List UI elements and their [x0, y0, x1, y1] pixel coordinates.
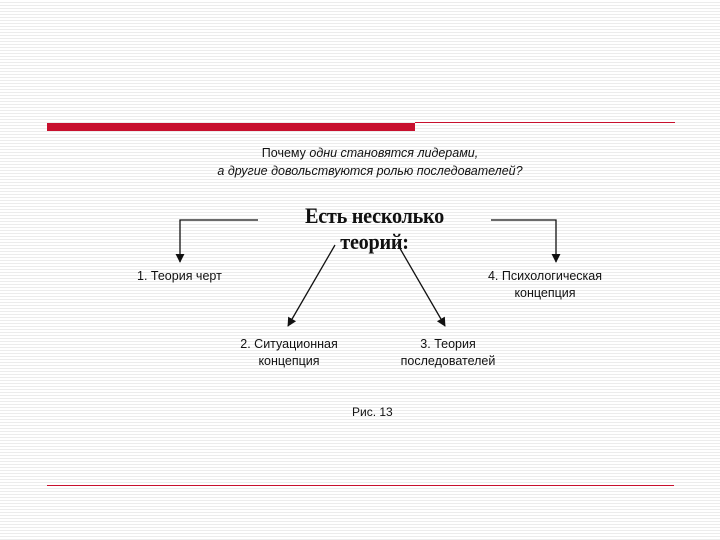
bottom-divider-line [47, 485, 674, 486]
theory-1-label: Теория черт [150, 269, 222, 283]
theory-2-number: 2. [240, 337, 251, 351]
theory-4-label-2: концепция [514, 286, 576, 300]
connector-to-theory-2 [288, 245, 335, 326]
theory-4-node [470, 268, 620, 302]
theory-2-node [230, 336, 348, 370]
theory-2-label-2: концепция [258, 354, 320, 368]
theories-heading: Есть несколько теорий: [304, 203, 445, 254]
theory-3-number: 3. [420, 337, 431, 351]
connector-to-theory-4 [491, 220, 556, 262]
connector-to-theory-3 [398, 245, 445, 326]
theory-1-number: 1. [137, 269, 148, 283]
theory-4-number: 4. [487, 269, 499, 283]
question-line-1: Почему одни становятся лидерами, [261, 146, 479, 160]
theory-3-node [388, 336, 508, 370]
theory-3-label-1: Теория [434, 337, 476, 351]
theory-4-label-1: Психологическая [501, 269, 603, 283]
theory-1-node [137, 268, 222, 285]
connector-to-theory-1 [180, 220, 258, 262]
question-line-2: а другие довольствуются ролью последователей? [217, 164, 523, 178]
theory-2-label-1: Ситуационная [254, 337, 338, 351]
figure-caption: Рис. 13 [352, 405, 393, 419]
theory-3-label-2: последователей [400, 354, 496, 368]
